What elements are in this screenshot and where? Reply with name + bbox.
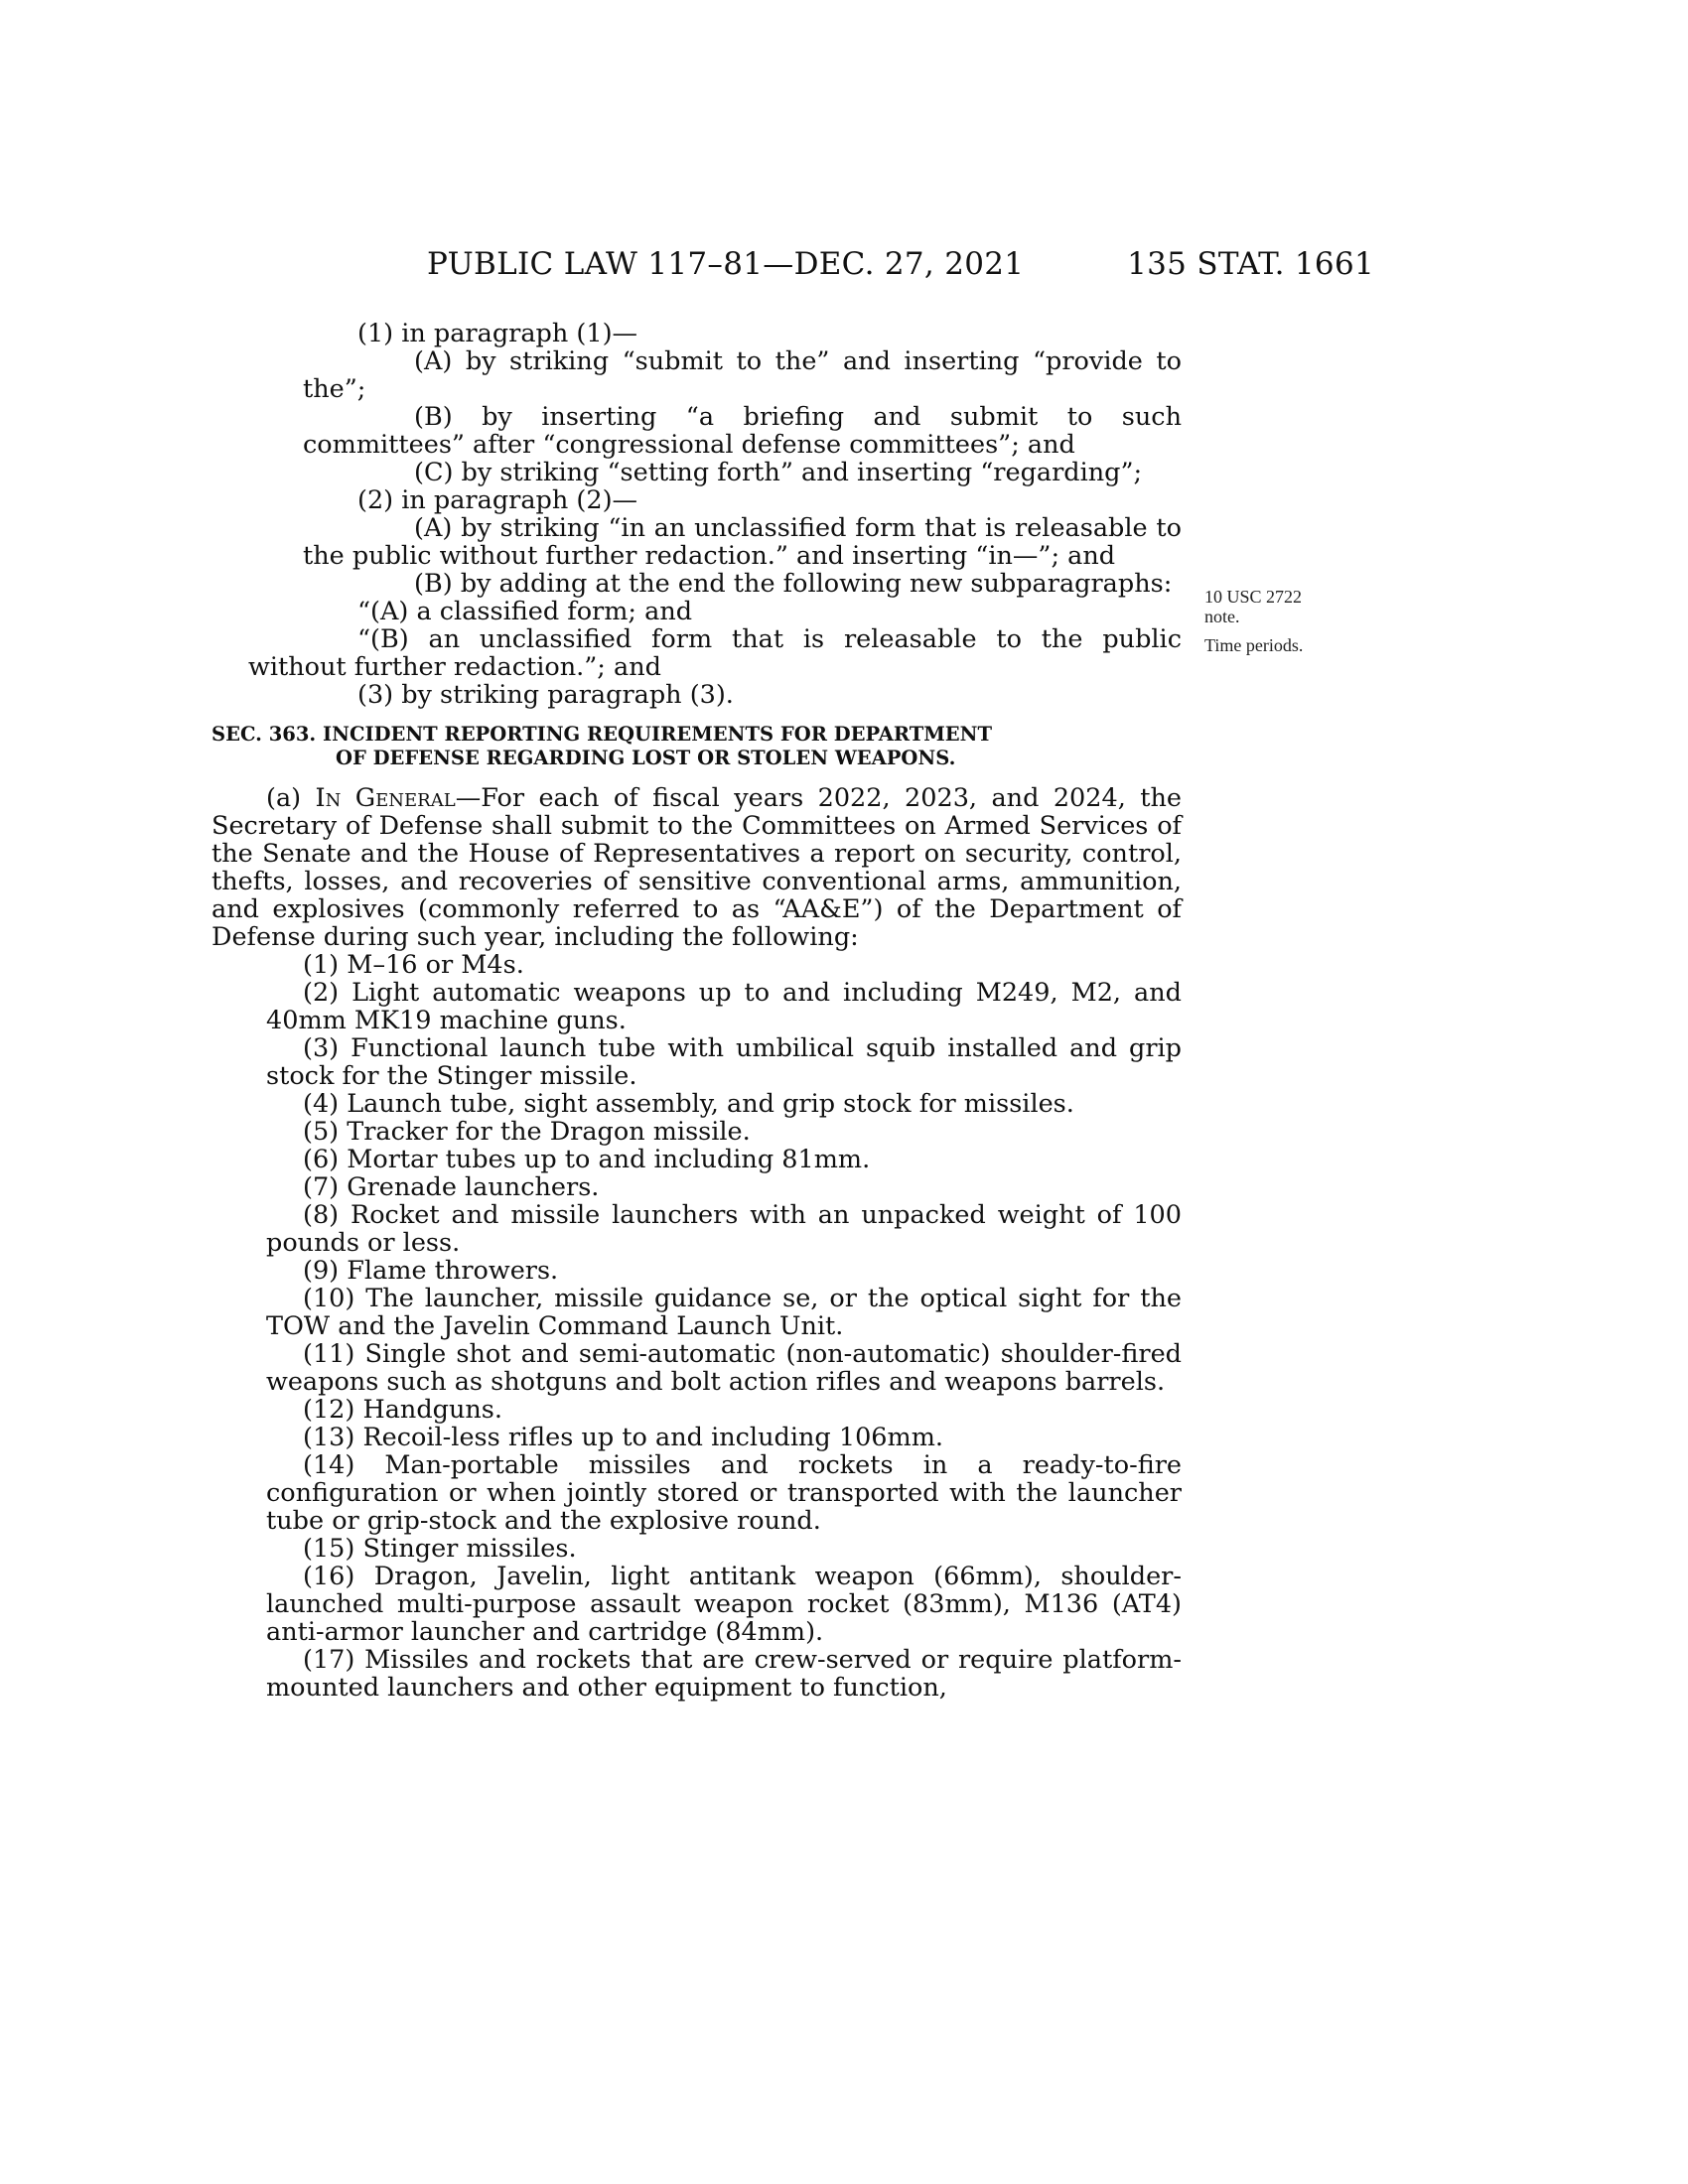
list-item: (11) Single shot and semi-automatic (non-automatic) shoulder-fired weapons such as shotguns and bolt action rifles and weapons barrels. — [266, 1339, 1182, 1397]
amendment-paragraph-2: (2) in paragraph (2)— — [357, 485, 638, 515]
list-item: (1) M–16 or M4s. — [303, 950, 524, 980]
list-item: (10) The launcher, missile guidance se, or the optical sight for the TOW and the Javelin Command Launch Unit. — [266, 1284, 1182, 1341]
running-header-page: 135 STAT. 1661 — [1127, 246, 1374, 282]
list-item: (15) Stinger missiles. — [303, 1534, 577, 1564]
running-header-title: PUBLIC LAW 117–81—DEC. 27, 2021 — [427, 246, 1025, 282]
amendment-2A: (A) by striking “in an unclassified form that is releasable to the public without further redaction.” and inserting “in—”; and — [303, 513, 1182, 571]
amendment-2B: (B) by adding at the end the following new subparagraphs: — [414, 569, 1173, 599]
subsection-a — [211, 784, 1182, 951]
list-item: (17) Missiles and rockets that are crew-served or require platform-mounted launchers and other equipment to function, — [266, 1645, 1182, 1703]
subsection-a-text: —For each of fiscal years 2022, 2023, and 2024, the Secretary of Defense shall submit to the Committees on Armed Services of the Senate and the House of Representatives a report on security, control, thefts, losses, and recoveries of sensitive conventional arms, ammunition, and explosives (commonly referred to as “AA&E”) of the Department of Defense during such year, including the following: — [211, 783, 1182, 952]
list-item: (8) Rocket and missile launchers with an unpacked weight of 100 pounds or less. — [266, 1200, 1182, 1258]
subsection-a-label: (a) — [266, 783, 302, 813]
amendment-paragraph-1: (1) in paragraph (1)— — [357, 319, 638, 348]
list-item: (7) Grenade launchers. — [303, 1172, 600, 1202]
list-item: (12) Handguns. — [303, 1395, 502, 1425]
list-item: (14) Man-portable missiles and rockets in a ready-to-fire configuration or when jointly stored or transported with the launcher tube or grip-stock and the explosive round. — [266, 1450, 1182, 1536]
amendment-1B: (B) by inserting “a briefing and submit to such committees” after “congressional defense committees”; and — [303, 402, 1182, 460]
amendment-1A: (A) by striking “submit to the” and inserting “provide to the”; — [303, 346, 1182, 404]
list-item: (16) Dragon, Javelin, light antitank weapon (66mm), shoulder-launched multi-purpose assault weapon rocket (83mm), M136 (AT4) anti-armor launcher and cartridge (84mm). — [266, 1562, 1182, 1647]
amendment-paragraph-3: (3) by striking paragraph (3). — [357, 680, 734, 710]
margin-note-time-periods: Time periods. — [1204, 635, 1304, 655]
margin-note-usc-line-2: note. — [1204, 607, 1240, 626]
list-item: (5) Tracker for the Dragon missile. — [303, 1117, 751, 1147]
list-item: (2) Light automatic weapons up to and including M249, M2, and 40mm MK19 machine guns. — [266, 978, 1182, 1035]
list-item: (13) Recoil-less rifles up to and including 106mm. — [303, 1423, 943, 1452]
amendment-1C: (C) by striking “setting forth” and inserting “regarding”; — [414, 458, 1143, 487]
section-number: SEC. 363. — [211, 723, 317, 746]
margin-note-usc — [1204, 587, 1302, 626]
page-body — [211, 319, 1182, 1703]
section-title-line-1: INCIDENT REPORTING REQUIREMENTS FOR DEPARTMENT — [323, 723, 992, 746]
list-item: (4) Launch tube, sight assembly, and grip stock for missiles. — [303, 1089, 1074, 1119]
subsection-a-heading: In General — [315, 783, 456, 813]
list-item: (9) Flame throwers. — [303, 1256, 559, 1286]
section-title-line-2: OF DEFENSE REGARDING LOST OR STOLEN WEAPONS. — [336, 747, 956, 769]
quoted-subparagraph-B: “(B) an unclassified form that is releasable to the public without further redaction.”; and — [248, 624, 1182, 682]
list-item: (3) Functional launch tube with umbilical squib installed and grip stock for the Stinger missile. — [266, 1033, 1182, 1091]
list-item: (6) Mortar tubes up to and including 81mm. — [303, 1145, 871, 1174]
section-heading — [211, 723, 1182, 770]
margin-note-usc-line-1: 10 USC 2722 — [1204, 587, 1303, 607]
item-list — [266, 950, 1182, 1703]
quoted-subparagraph-A: “(A) a classified form; and — [357, 597, 693, 626]
